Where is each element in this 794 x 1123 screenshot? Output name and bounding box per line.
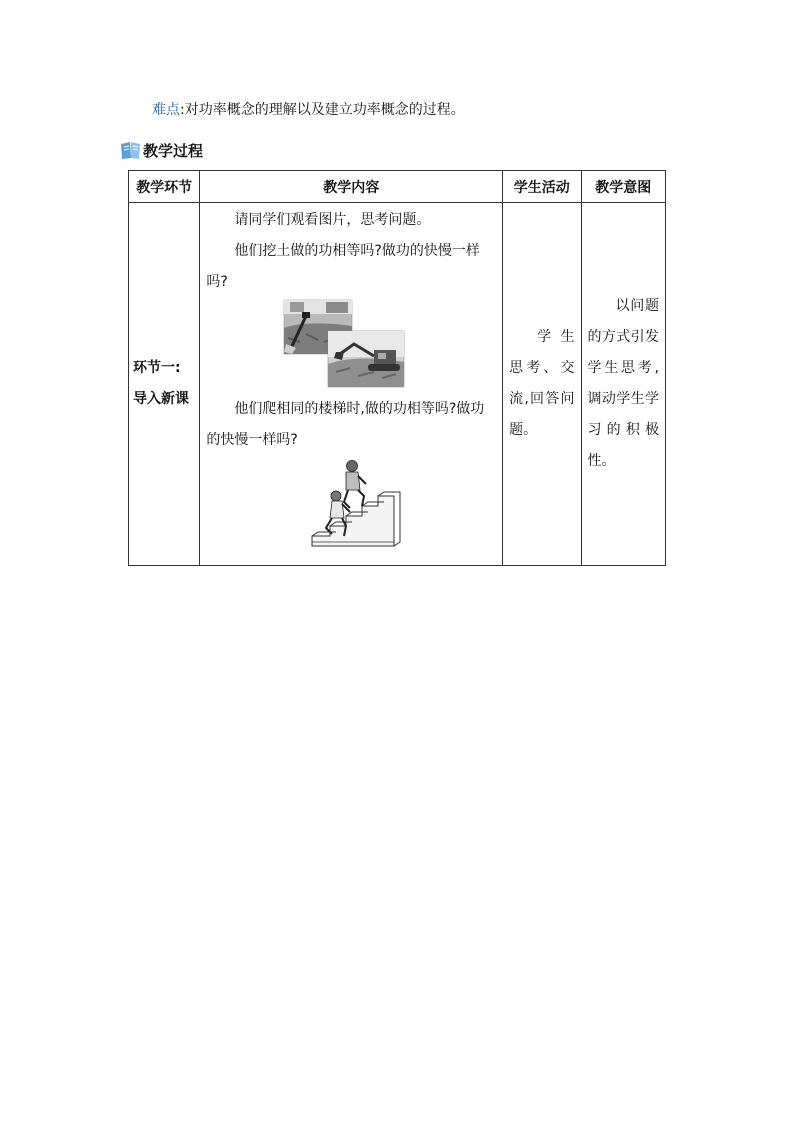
section-title: 教学过程	[143, 141, 204, 160]
header-intent: 教学意图	[581, 171, 665, 203]
climber-upper	[344, 461, 366, 509]
stage-line-2: 导入新课	[133, 391, 189, 407]
activity-text: 学生思考、交流,回答问题。	[509, 329, 575, 438]
excavator-photo-2	[328, 331, 404, 387]
section-heading	[120, 138, 203, 162]
difficulty-text: :对功率概念的理解以及建立功率概念的过程。	[180, 102, 465, 118]
intent-text: 以问题的方式引发学生思考,调动学生学习的积极性。	[587, 298, 659, 469]
content-paragraph-3: 他们爬相同的楼梯时,做的功相等吗?做功的快慢一样吗?	[206, 401, 485, 448]
difficulty-label: 难点	[152, 102, 180, 118]
content-paragraph-2: 他们挖土做的功相等吗?做功的快慢一样吗?	[206, 243, 480, 290]
activity-cell	[503, 203, 581, 566]
teaching-process-table	[128, 170, 666, 566]
stage-line-1: 环节一:	[133, 360, 181, 376]
intent-cell	[581, 203, 665, 566]
difficulty-line	[152, 100, 465, 120]
book-icon	[120, 140, 142, 160]
table-header-row	[129, 171, 666, 203]
digging-photos	[206, 298, 496, 394]
table-row	[129, 203, 666, 566]
header-activity: 学生活动	[503, 171, 581, 203]
content-cell	[200, 203, 503, 566]
stairs-illustration	[206, 456, 496, 550]
stage-cell	[129, 203, 200, 566]
header-stage: 教学环节	[129, 171, 200, 203]
header-content: 教学内容	[200, 171, 503, 203]
content-paragraph-1: 请同学们观看图片，思考问题。	[234, 212, 431, 228]
